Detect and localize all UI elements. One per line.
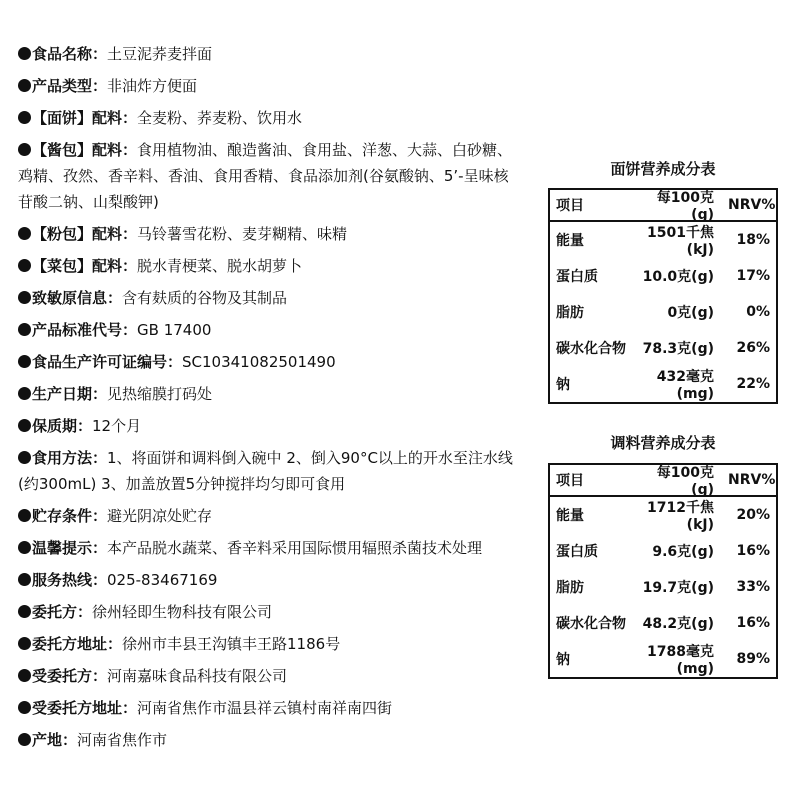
info-row-storage: 贮存条件：避光阴凉处贮存 — [18, 500, 518, 532]
info-row-contractor: 受委托方：河南嘉味食品科技有限公司 — [18, 660, 518, 692]
info-row-powder-ingredients: 【粉包】配料：马铃薯雪花粉、麦芽糊精、味精 — [18, 218, 518, 250]
bullet-icon — [18, 143, 31, 156]
bullet-icon — [18, 669, 31, 682]
bullet-icon — [18, 79, 31, 92]
table-header: 项目 每100克(g) NRV% — [550, 190, 776, 222]
table-row: 碳水化合物 78.3克(g) 26% — [556, 340, 770, 357]
product-info-list — [18, 38, 518, 756]
info-row-name: 食品名称：土豆泥荞麦拌面 — [18, 38, 518, 70]
noodle-nutrition-table — [548, 188, 778, 404]
info-row-contractor-address: 受委托方地址：河南省焦作市温县祥云镇村南祥南四街 — [18, 692, 518, 724]
info-row-noodle-ingredients: 【面饼】配料：全麦粉、荞麦粉、饮用水 — [18, 102, 518, 134]
info-row-standard-code: 产品标准代号：GB 17400 — [18, 314, 518, 346]
info-row-client: 委托方：徐州轻即生物科技有限公司 — [18, 596, 518, 628]
bullet-icon — [18, 291, 31, 304]
bullet-icon — [18, 355, 31, 368]
bullet-icon — [18, 387, 31, 400]
table-row: 能量 1501千焦(kJ) 18% — [556, 225, 770, 258]
table-row: 钠 432毫克(mg) 22% — [556, 369, 770, 402]
table-row: 蛋白质 9.6克(g) 16% — [556, 543, 770, 560]
table-row: 钠 1788毫克(mg) 89% — [556, 644, 770, 677]
info-row-vegetable-ingredients: 【菜包】配料：脱水青梗菜、脱水胡萝卜 — [18, 250, 518, 282]
bullet-icon — [18, 733, 31, 746]
info-row-client-address: 委托方地址：徐州市丰县王沟镇丰王路1186号 — [18, 628, 518, 660]
info-row-license: 食品生产许可证编号：SC10341082501490 — [18, 346, 518, 378]
info-row-production-date: 生产日期：见热缩膜打码处 — [18, 378, 518, 410]
noodle-table-title: 面饼营养成分表 — [610, 160, 716, 178]
bullet-icon — [18, 47, 31, 60]
table-row: 蛋白质 10.0克(g) 17% — [556, 268, 770, 285]
bullet-icon — [18, 419, 31, 432]
info-row-hotline: 服务热线：025-83467169 — [18, 564, 518, 596]
table-header: 项目 每100克(g) NRV% — [550, 465, 776, 497]
info-row-allergen: 致敏原信息：含有麸质的谷物及其制品 — [18, 282, 518, 314]
info-row-notice: 温馨提示：本产品脱水蔬菜、香辛料采用国际惯用辐照杀菌技术处理 — [18, 532, 518, 564]
table-row: 脂肪 0克(g) 0% — [556, 304, 770, 321]
seasoning-table-title: 调料营养成分表 — [610, 434, 716, 452]
table-row: 能量 1712千焦(kJ) 20% — [556, 500, 770, 533]
table-row: 碳水化合物 48.2克(g) 16% — [556, 615, 770, 632]
bullet-icon — [18, 111, 31, 124]
info-row-shelf-life: 保质期：12个月 — [18, 410, 518, 442]
seasoning-nutrition-table — [548, 463, 778, 679]
bullet-icon — [18, 541, 31, 554]
info-row-sauce-ingredients: 【酱包】配料：食用植物油、酿造酱油、食用盐、洋葱、大蒜、白砂糖、鸡精、孜然、香辛料、香油、食用香精、食品添加剂(谷氨酸钠、5’-呈味核苷酸二钠、山梨酸钾) — [18, 141, 513, 211]
bullet-icon — [18, 259, 31, 272]
bullet-icon — [18, 227, 31, 240]
bullet-icon — [18, 573, 31, 586]
bullet-icon — [18, 605, 31, 618]
bullet-icon — [18, 637, 31, 650]
info-row-type: 产品类型：非油炸方便面 — [18, 70, 518, 102]
info-row-usage: 食用方法：1、将面饼和调料倒入碗中 2、倒入90°C以上的开水至注水线(约300mL) 3、加盖放置5分钟搅拌均匀即可食用 — [18, 449, 513, 493]
table-row: 脂肪 19.7克(g) 33% — [556, 579, 770, 596]
info-row-origin: 产地：河南省焦作市 — [18, 724, 518, 756]
bullet-icon — [18, 509, 31, 522]
bullet-icon — [18, 701, 31, 714]
bullet-icon — [18, 323, 31, 336]
bullet-icon — [18, 451, 31, 464]
